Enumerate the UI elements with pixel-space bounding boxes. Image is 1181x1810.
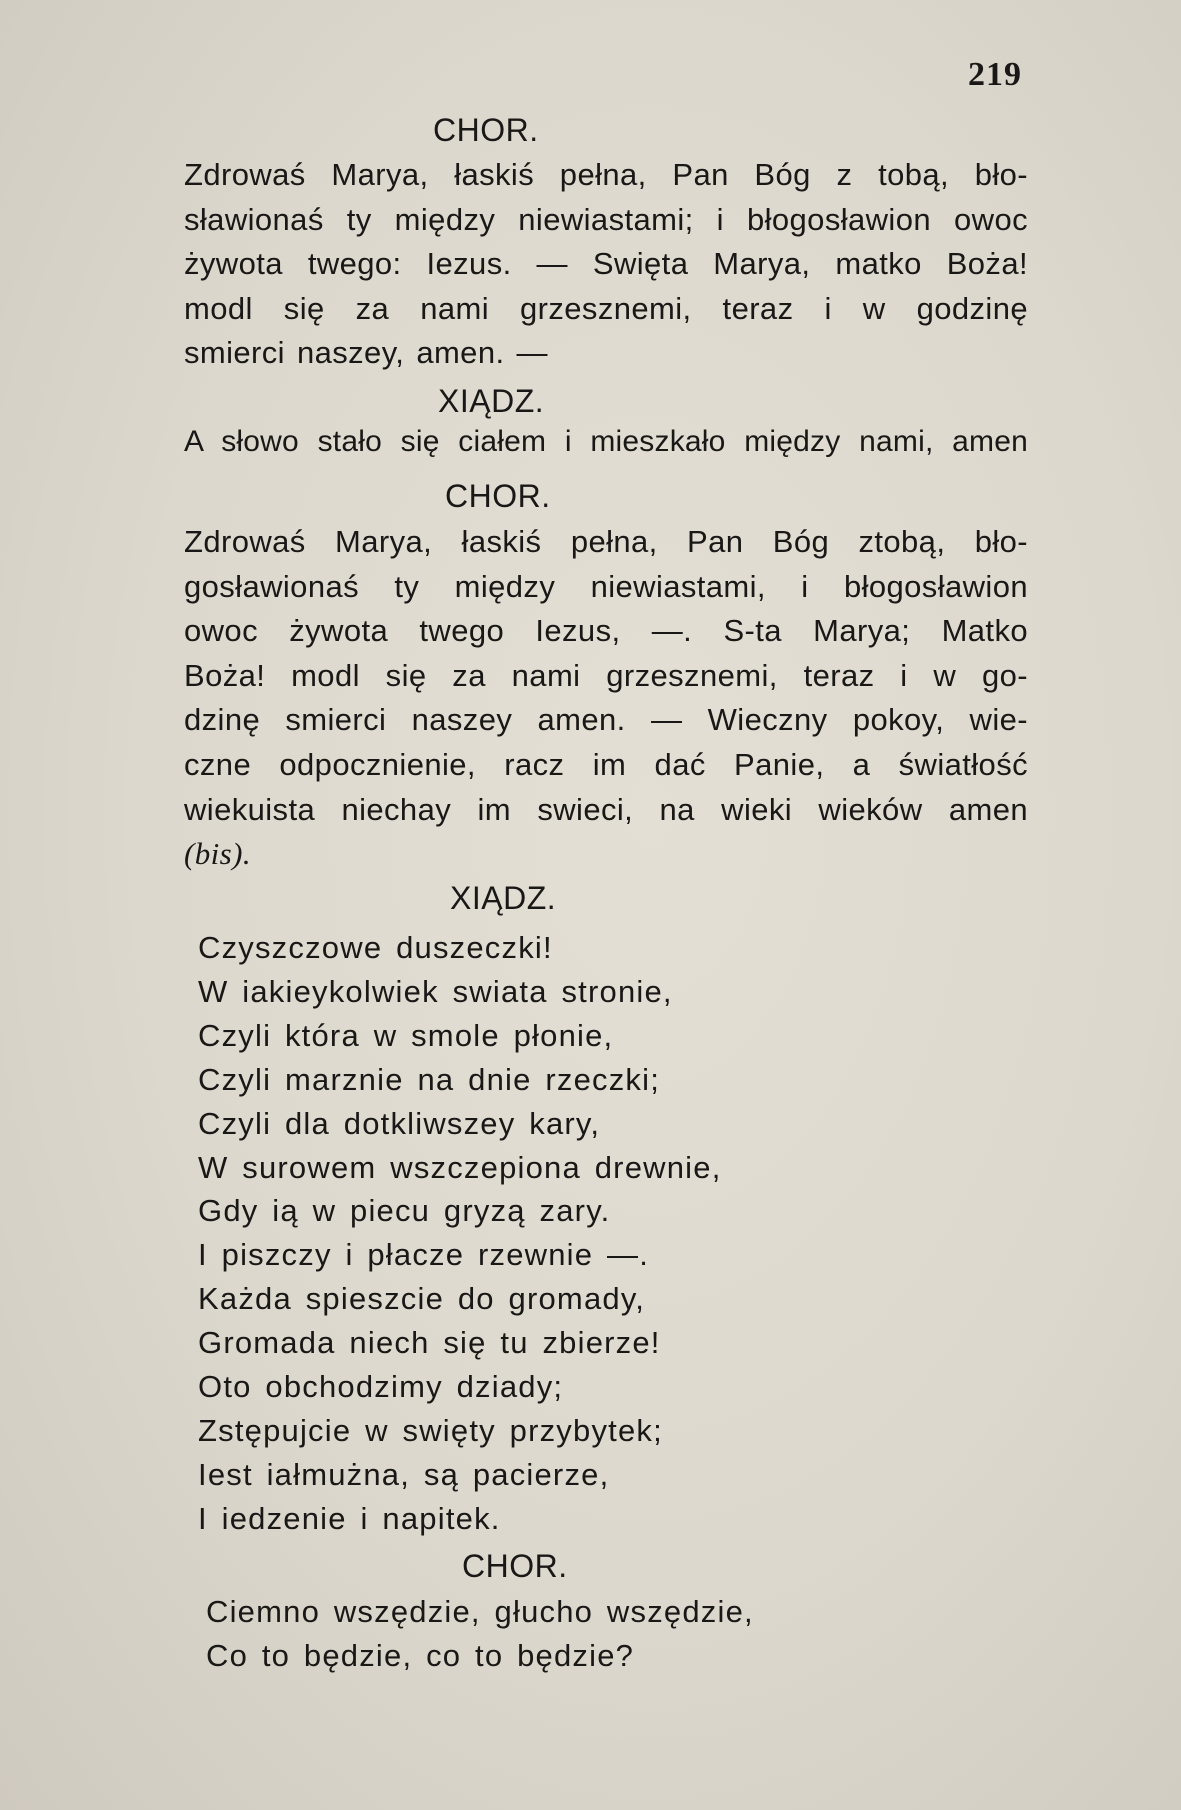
verse-line: Ciemno wszędzie, głucho wszędzie, xyxy=(206,1594,754,1629)
verse-line: I piszczy i płacze rzewnie —. xyxy=(198,1237,650,1273)
prose-line: żywota twego: Iezus. — Swięta Marya, matko Boża! xyxy=(184,246,1028,282)
verse-line: Iest iałmużna, są pacierze, xyxy=(198,1456,610,1492)
verse-line: Każda spieszcie do gromady, xyxy=(198,1281,646,1317)
prose-line: czne odpocznienie, racz im dać Panie, a światłość xyxy=(184,746,1028,782)
verse-line: Czyli marznie na dnie rzeczki; xyxy=(198,1061,661,1097)
verse-line: I iedzenie i napitek. xyxy=(198,1500,501,1536)
section-heading-chor-2: CHOR. xyxy=(445,478,551,514)
prose-line: gosławionaś ty między niewiastami, i błogosławion xyxy=(184,568,1028,604)
prose-line: Zdrowaś Marya, łaskiś pełna, Pan Bóg z tobą, bło- xyxy=(184,157,1028,192)
verse-line: W surowem wszczepiona drewnie, xyxy=(198,1149,722,1185)
prose-line: smierci naszey, amen. — xyxy=(184,335,548,371)
verse-line: Czyszczowe duszeczki! xyxy=(198,930,553,965)
verse-line: Oto obchodzimy dziady; xyxy=(198,1369,564,1405)
verse-block-1 xyxy=(198,926,722,1541)
prose-line: dzinę smierci naszey amen. — Wieczny pokoy, wie- xyxy=(184,702,1028,738)
section-heading-chor-3: CHOR. xyxy=(462,1548,568,1584)
prose-line-italic xyxy=(184,832,1028,877)
page-number: 219 xyxy=(968,56,1022,93)
verse-line: Czyli dla dotkliwszey kary, xyxy=(198,1105,601,1141)
prose-block-2 xyxy=(184,520,1028,877)
verse-block-2 xyxy=(206,1590,754,1678)
section-heading-chor-1: CHOR. xyxy=(433,112,539,148)
prose-line: wiekuista niechay im swieci, na wieki wieków amen xyxy=(184,791,1028,827)
prose-line: sławionaś ty między niewiastami; i błogosławion owoc xyxy=(184,201,1028,237)
verse-line: W iakieykolwiek swiata stronie, xyxy=(198,973,673,1009)
bis-marker: (bis). xyxy=(184,836,251,872)
prose-line-xiadz: A słowo stało się ciałem i mieszkało między nami, amen xyxy=(184,425,1028,458)
section-heading-xiadz-1: XIĄDZ. xyxy=(438,383,545,419)
verse-line: Gdy ią w piecu gryzą zary. xyxy=(198,1193,611,1229)
prose-line: Boża! modl się za nami grzesznemi, teraz i w go- xyxy=(184,657,1028,693)
verse-line: Zstępujcie w swięty przybytek; xyxy=(198,1412,663,1448)
prose-block-1 xyxy=(184,153,1028,376)
prose-line: Zdrowaś Marya, łaskiś pełna, Pan Bóg ztobą, bło- xyxy=(184,524,1028,559)
verse-line: Gromada niech się tu zbierze! xyxy=(198,1325,661,1361)
verse-line: Czyli która w smole płonie, xyxy=(198,1017,614,1053)
verse-line: Co to będzie, co to będzie? xyxy=(206,1638,635,1673)
section-heading-xiadz-2: XIĄDZ. xyxy=(450,880,557,916)
prose-line: owoc żywota twego Iezus, —. S-ta Marya; Matko xyxy=(184,613,1028,649)
prose-line: modl się za nami grzesznemi, teraz i w godzinę xyxy=(184,290,1028,326)
